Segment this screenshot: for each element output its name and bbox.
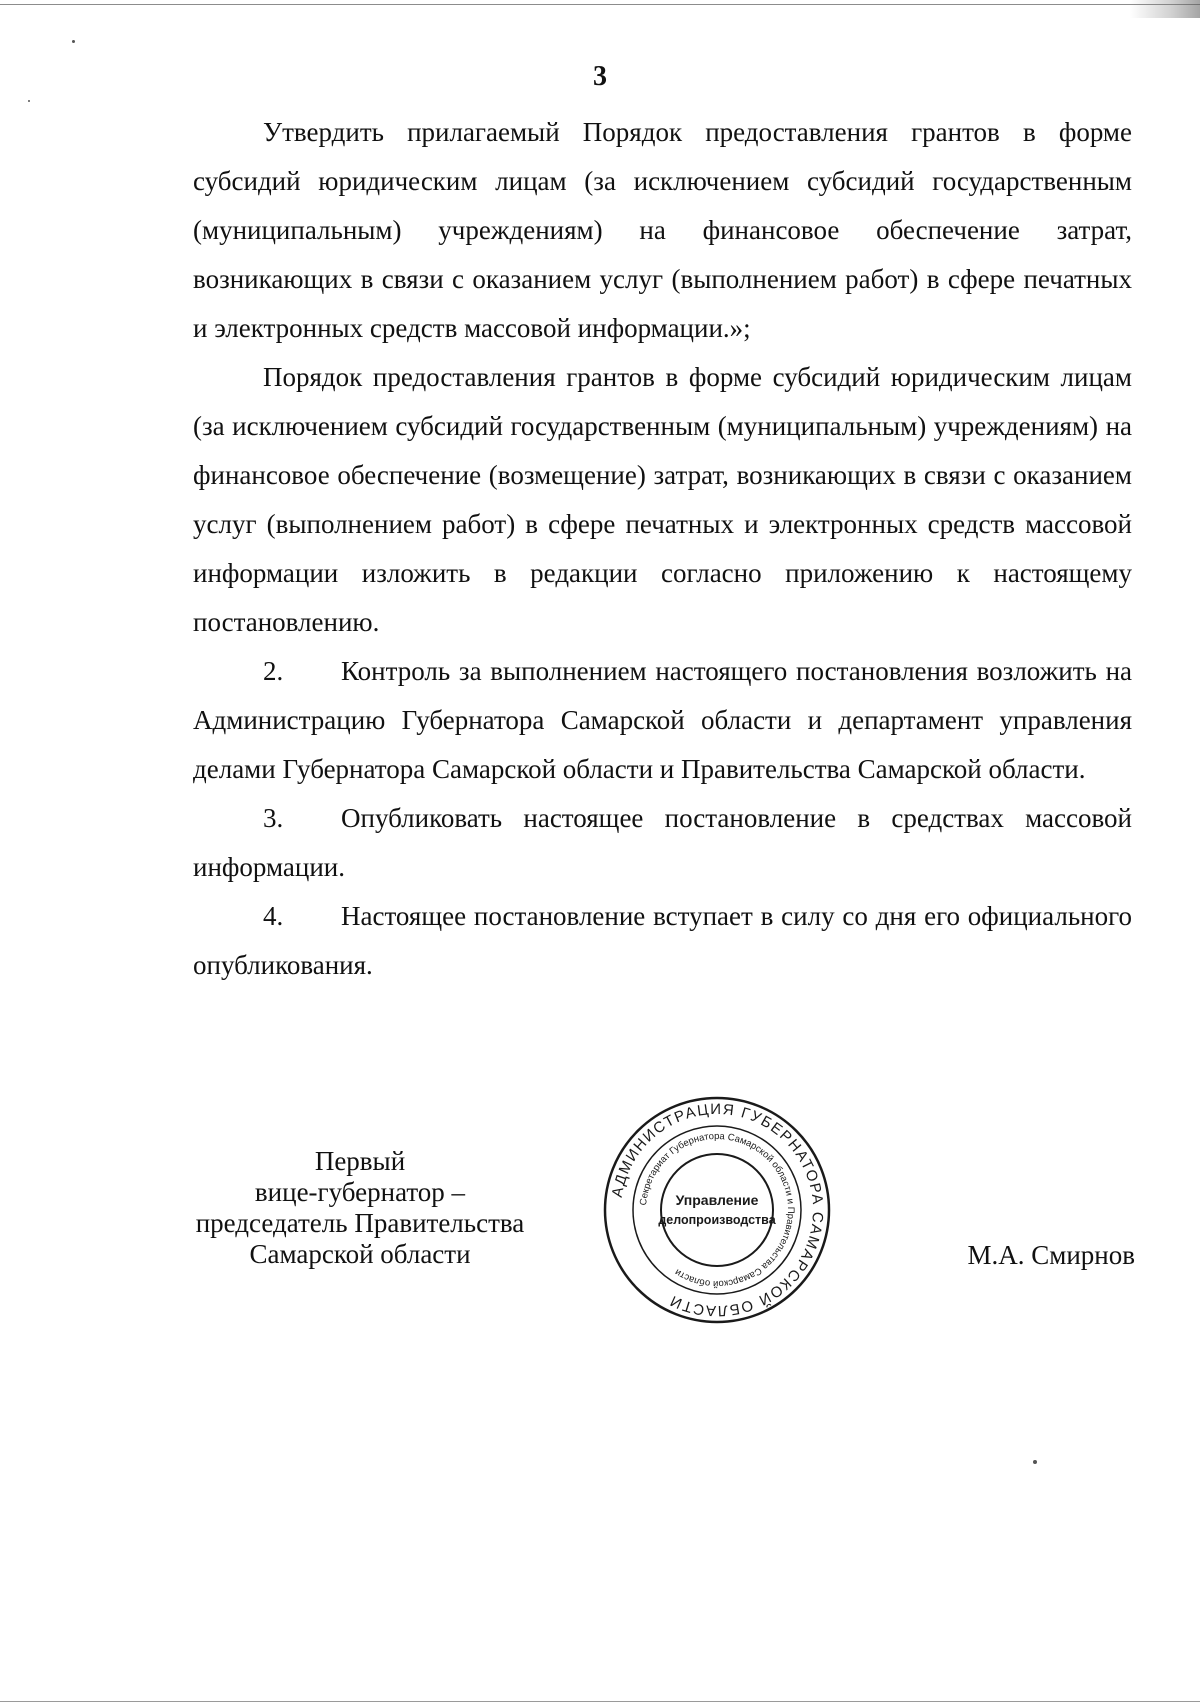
paragraph-order-revision: Порядок предоставления грантов в форме субсидий юридическим лицам (за исключением субсидий государственным (муниципальным) учреждениям) на финансовое обеспечение (возмещение) затрат, возникающих в связи с оказанием услуг (выполнением работ) в сфере печатных и электронных средств массовой информации изложить в редакции согласно приложению к настоящему постановлению. <box>193 362 1132 637</box>
signatory-name: М.А. Смирнов <box>967 1240 1135 1270</box>
signatory-position <box>175 1146 545 1270</box>
stamp-center-line1: Управление <box>675 1192 759 1208</box>
scan-bottom-edge <box>0 1701 1200 1702</box>
scan-speck <box>1033 1460 1037 1464</box>
signatory-position-line: председатель Правительства <box>195 1208 525 1238</box>
stamp-middle-ring <box>633 1126 801 1294</box>
stamp-outer-text: АДМИНИСТРАЦИЯ ГУБЕРНАТОРА САМАРСКОЙ ОБЛАСТИ <box>608 1100 827 1320</box>
paragraph-item-4 <box>193 892 1132 990</box>
scan-speck <box>72 40 75 43</box>
item-number: 3. <box>263 803 284 833</box>
item-number: 4. <box>263 901 284 931</box>
stamp-center-line2: делопроизводства <box>658 1213 776 1227</box>
signatory-position-line: вице-губернатор – <box>254 1177 466 1207</box>
scan-speck <box>28 100 30 102</box>
item-number: 2. <box>263 656 284 686</box>
official-stamp <box>597 1090 837 1330</box>
scan-top-edge <box>0 4 1200 5</box>
scan-corner-smudge <box>1130 0 1200 18</box>
item-text: Настоящее постановление вступает в силу со дня его официального опубликования. <box>193 901 1132 980</box>
item-text: Опубликовать настоящее постановление в средствах массовой информации. <box>193 803 1132 882</box>
paragraph-item-2 <box>193 647 1132 794</box>
stamp-inner-text: Секретариат Губернатора Самарской области и Правительства Самарской области <box>638 1130 797 1290</box>
stamp-inner-ring <box>661 1154 773 1266</box>
page-number: 3 <box>593 61 607 92</box>
item-text: Контроль за выполнением настоящего постановления возложить на Администрацию Губернатора Самарской области и департамент управления делами Губернатора Самарской области и Правительства Самарской области. <box>193 656 1132 784</box>
signatory-position-line: Первый <box>314 1146 406 1176</box>
paragraph-item-3 <box>193 794 1132 892</box>
paragraph-approve-order: Утвердить прилагаемый Порядок предоставления грантов в форме субсидий юридическим лицам (за исключением субсидий государственным (муниципальным) учреждениям) на финансовое обеспечение затрат, возникающих в связи с оказанием услуг (выполнением работ) в сфере печатных и электронных средств массовой информации.»; <box>193 117 1132 343</box>
document-body <box>193 108 1132 990</box>
signatory-position-line: Самарской области <box>249 1239 471 1269</box>
